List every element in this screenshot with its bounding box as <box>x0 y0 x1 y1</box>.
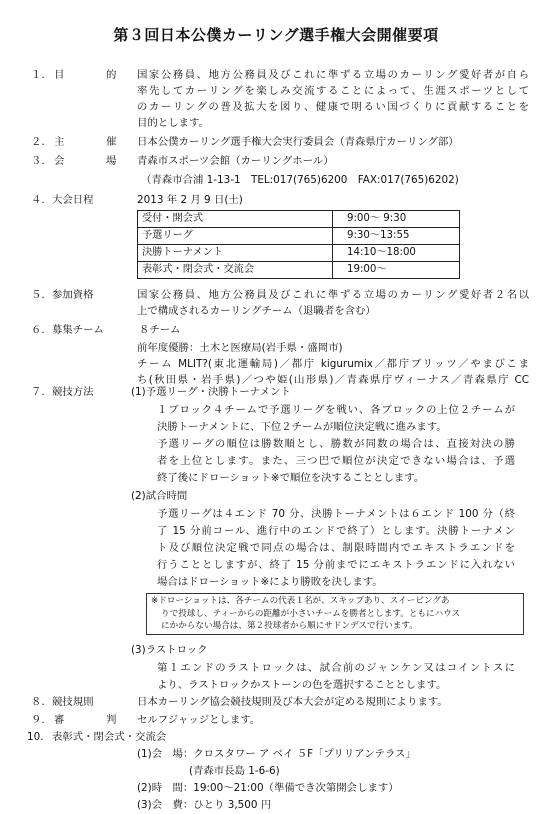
section-number: １. <box>31 69 45 81</box>
section-number: ４. <box>31 194 45 206</box>
section-number: ３. <box>31 155 45 167</box>
section-label: 参加資格 <box>52 289 94 301</box>
section-number: ８. <box>31 696 45 708</box>
section-label: 大会日程 <box>52 194 94 206</box>
schedule-date: 2013 年 2 月 9 日(土) <box>137 194 243 206</box>
subsection-title: (3)ラストロック <box>131 644 208 656</box>
subsection-body: 第１エンドのラストロックは、試合前のジャンケン又はコイントスに より、ラストロックかストーンの色を選択することとします。 <box>157 662 515 691</box>
section-body: 国家公務員、地方公務員及びこれに準ずる立場のカーリング愛好者が自ら 率先してカーリングを楽しみ交流することによって、生涯スポーツとして のカーリングの普及拡大を図り、健康で明るい国づくりに貢献することを 目的とします。 <box>137 69 529 129</box>
draw-shot-note: ※ドローショットは、各チームの代表１名が、スキップあり、スイーピングあ りで投球し、ティーからの距離が小さいチームを勝者とします。ともにハウス にかからない場合は、第２投球者から順にサドンデスで行います。 <box>146 593 524 635</box>
ceremony-details: (1)会 場：クロスタワー ア ベイ ５F「プリリアンテラス」 (青森市長島 1-6-6) (2)時 間：19:00～21:00（準備でき次第開会します） (3)会 費：ひとり 3,500 円 <box>137 748 416 811</box>
section-number: 10. <box>27 731 44 743</box>
venue-address: （青森市合浦 1-13-1 TEL:017(765)6200 FAX:017(765)6202) <box>141 174 459 186</box>
section-number: ９. <box>31 714 45 726</box>
table-row: 受付・開会式 9:00～ 9:30 <box>138 211 460 228</box>
section-label: 表彰式・閉会式・交流会 <box>52 731 167 743</box>
organizer-text: 日本公僕カーリング選手権大会実行委員会（青森県庁カーリング部） <box>137 136 459 148</box>
schedule-table <box>137 210 460 279</box>
section-label: 競技方法 <box>52 386 94 398</box>
section-number: ６. <box>31 324 45 336</box>
section-number: ２. <box>31 136 45 148</box>
subsection-body: 予選リーグは４エンド 70 分、決勝トーナメントは６エンド 100 分（終 了 15 分前コール、進行中のエンドで終了）とします。決勝トーナメン ト及び順位決定戦で同点の場合は、制限時間内でエキストラエンドを 行うこととしますが、終了 15 分前までにエキストラエンドに入れない 場合はドローショット※により勝敗を決します。 <box>157 508 515 588</box>
table-row: 決勝トーナメント 14:10～18:00 <box>138 245 460 262</box>
section-number: ５. <box>31 289 45 301</box>
document-page: 第３回日本公僕カーリング選手権大会開催要項 １. 目 的 国家公務員、地方公務員及びこれに準ずる立場のカーリング愛好者が自ら 率先してカーリングを楽しみ交流することによって、生涯スポーツとして のカーリングの普及拡大を図り、健康で明るい国づくりに貢献することを 目的とします。 ２. 主 催 日本公僕カーリング選手権大会実行委員会（青森県庁カーリング部） ３. 会 場 青森市スポーツ会館（カーリングホール） （青森市合浦 1-13-1 TEL:017(765)6200 FAX:017(765)6202) ４. 大会日程 2013 年 2 月 9 日(土) 受付・開会式 9:00～ 9:30 予選リーグ 9:30～13:55 決勝トーナメント 14:10～18:00 表彰式・閉会式・交流会 19:00～ ５. 参加資格 国家公務員、地方公務員及びこれに準ずる立場のカーリング愛好者２名以 上で構成されるカーリングチーム（退職者を含む） ６. 募集チーム ８チーム 前年度優勝：土木と医療局(岩手県・盛岡市) チーム MLIT?(東北運輸局)／都庁 kigurumix／都庁ブリッツ／やまびこま ち(秋田県・岩手県)／つや姫(山形県)／青森県庁ヴィーナス／青森県庁 CC ７. 競技方法 (1)予選リーグ・決勝トーナメント １ブロック４チームで予選リーグを戦い、各ブロックの上位２チームが 決勝トーナメントに、下位２チームが順位決定戦に進みます。 予選リーグの順位は勝数順とし、勝数が同数の場合は、直接対決の勝 者を上位とします。また、三つ巴で順位が決定できない場合は、予選 終了後にドローショット※で順位を決することとします。 (2)試合時間 予選リーグは４エンド 70 分、決勝トーナメントは６エンド 100 分（終 了 15 分前コール、進行中のエンドで終了）とします。決勝トーナメン ト及び順位決定戦で同点の場合は、制限時間内でエキストラエンドを 行うこととしますが、終了 15 分前までにエキストラエンドに入れない 場合はドローショット※により勝敗を決します。 ※ドローショットは、各チームの代表１名が、スキップあり、スイーピングあ りで投球し、ティーからの距離が小さいチームを勝者とします。ともにハウス にかからない場合は、第２投球者から順にサドンデスで行います。 (3)ラストロック 第１エンドのラストロックは、試合前のジャンケン又はコイントスに より、ラストロックかストーンの色を選択することとします。 ８. 競技規則 日本カーリング協会競技規則及び本大会が定める規則によります。 ９. 審 判 セルフジャッジとします。 10. 表彰式・閉会式・交流会 (1)会 場：クロスタワー ア ベイ ５F「プリリアンテラス」 (青森市長島 1-6-6) (2)時 間：19:00～21:00（準備でき次第開会します） (3)会 費：ひとり 3,500 円 <box>0 0 552 800</box>
subsection-title: (2)試合時間 <box>131 490 188 502</box>
table-row: 予選リーグ 9:30～13:55 <box>138 228 460 245</box>
team-count: ８チーム <box>139 324 181 336</box>
section-label: 募集チーム <box>52 324 104 336</box>
table-row: 表彰式・閉会式・交流会 19:00～ <box>138 262 460 279</box>
section-label: 競技規則 <box>52 696 94 708</box>
subsection-body: １ブロック４チームで予選リーグを戦い、各ブロックの上位２チームが 決勝トーナメントに、下位２チームが順位決定戦に進みます。 予選リーグの順位は勝数順とし、勝数が同数の場合は、直接対決の勝 者を上位とします。また、三つ巴で順位が決定できない場合は、予選 終了後にドローショット※で順位を決することとします。 <box>157 404 515 484</box>
section-number: ７. <box>31 386 45 398</box>
document-title: 第３回日本公僕カーリング選手権大会開催要項 <box>113 26 439 44</box>
subsection-title: (1)予選リーグ・決勝トーナメント <box>131 386 291 398</box>
venue-text: 青森市スポーツ会館（カーリングホール） <box>137 155 334 167</box>
